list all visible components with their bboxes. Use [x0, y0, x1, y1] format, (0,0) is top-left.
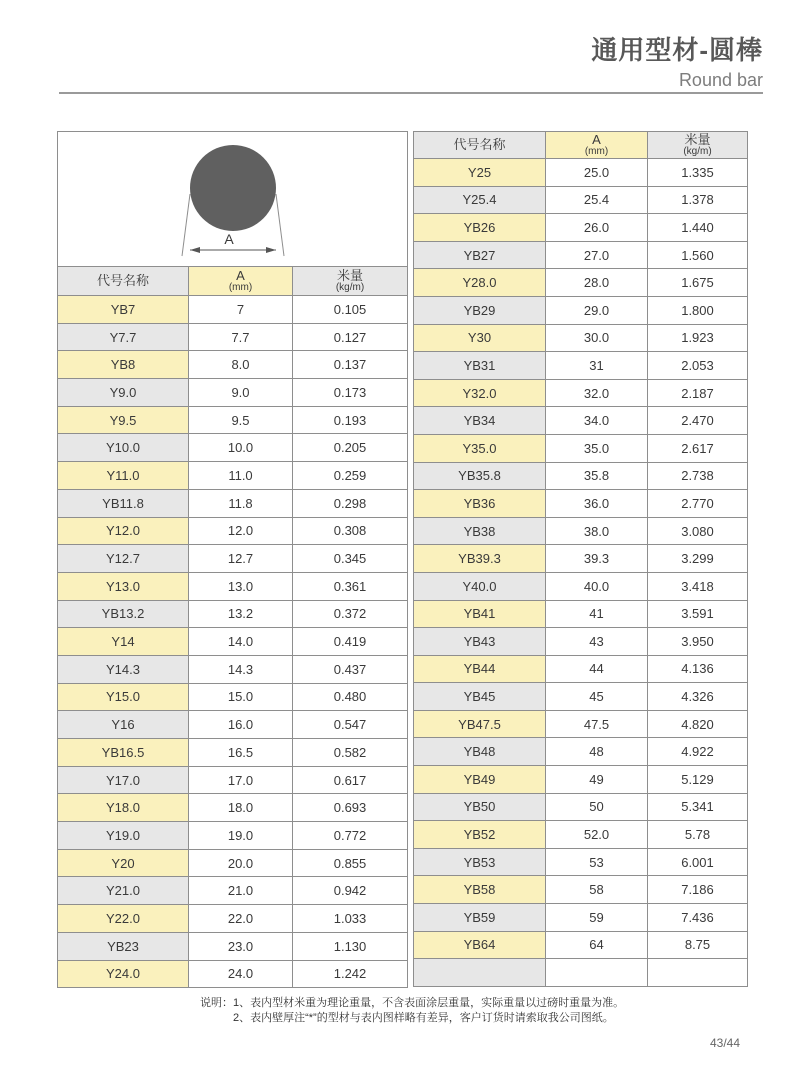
cell-code-name: YB44: [414, 655, 546, 683]
footnote-line-2: 2、表内壁厚注“*”的型材与表内图样略有差异，客户订货时请索取我公司图纸。: [233, 1012, 614, 1024]
cell-weight-kgm: 4.136: [648, 655, 748, 683]
cell-a-mm: 13.2: [189, 600, 293, 628]
cell-code-name: Y24.0: [58, 960, 189, 988]
spec-table-right-body: [414, 159, 748, 987]
cell-code-name: YB27: [414, 241, 546, 269]
table-row: [58, 766, 408, 794]
table-row: [58, 545, 408, 573]
cell-weight-kgm: 0.308: [293, 517, 408, 545]
cell-weight-kgm: 3.950: [648, 628, 748, 656]
cell-weight-kgm: 0.193: [293, 406, 408, 434]
table-row: [58, 711, 408, 739]
table-row: [58, 628, 408, 656]
cell-a-mm: 30.0: [546, 324, 648, 352]
cell-a-mm: 59: [546, 904, 648, 932]
table-row: [414, 821, 748, 849]
cell-code-name: YB59: [414, 904, 546, 932]
spec-table-right: [413, 131, 748, 987]
table-row: [58, 296, 408, 324]
dimension-label: A: [223, 231, 234, 247]
cell-code-name: YB23: [58, 932, 189, 960]
cell-weight-kgm: 0.127: [293, 323, 408, 351]
cell-a-mm: 52.0: [546, 821, 648, 849]
col-header-name: 代号名称: [58, 267, 189, 296]
footnotes-lines: [233, 996, 624, 1026]
table-row: [414, 159, 748, 187]
table-row: [58, 822, 408, 850]
cell-code-name: YB35.8: [414, 462, 546, 490]
table-row: [58, 517, 408, 545]
col-header-name: 代号名称: [414, 132, 546, 159]
cell-a-mm: [546, 959, 648, 987]
col-header-weight: 米量 (kg/m): [293, 267, 408, 296]
spec-table-left: [57, 131, 408, 988]
cell-code-name: YB64: [414, 931, 546, 959]
cell-weight-kgm: 3.080: [648, 517, 748, 545]
cell-a-mm: 35.0: [546, 434, 648, 462]
cell-weight-kgm: 2.770: [648, 490, 748, 518]
page-number: 43/44: [709, 1036, 741, 1050]
cell-code-name: Y12.0: [58, 517, 189, 545]
cell-a-mm: 14.0: [189, 628, 293, 656]
header-divider: [59, 92, 763, 94]
cell-weight-kgm: 2.187: [648, 379, 748, 407]
cell-a-mm: 47.5: [546, 710, 648, 738]
cell-a-mm: 12.7: [189, 545, 293, 573]
cell-weight-kgm: 1.033: [293, 905, 408, 933]
cell-a-mm: 21.0: [189, 877, 293, 905]
table-row: [414, 296, 748, 324]
cell-code-name: Y7.7: [58, 323, 189, 351]
cell-code-name: Y20: [58, 849, 189, 877]
cell-weight-kgm: 1.378: [648, 186, 748, 214]
cell-a-mm: 11.8: [189, 489, 293, 517]
cell-weight-kgm: 4.922: [648, 738, 748, 766]
cell-code-name: Y10.0: [58, 434, 189, 462]
cell-weight-kgm: 7.436: [648, 904, 748, 932]
cell-a-mm: 50: [546, 793, 648, 821]
table-row: [414, 710, 748, 738]
cell-weight-kgm: 0.105: [293, 296, 408, 324]
cell-code-name: Y12.7: [58, 545, 189, 573]
cell-weight-kgm: 0.582: [293, 739, 408, 767]
cell-a-mm: 12.0: [189, 517, 293, 545]
cell-code-name: Y40.0: [414, 572, 546, 600]
footnotes-label: 说明：: [200, 997, 233, 1009]
cell-code-name: YB45: [414, 683, 546, 711]
cell-code-name: Y21.0: [58, 877, 189, 905]
cell-code-name: YB53: [414, 848, 546, 876]
cell-weight-kgm: 5.341: [648, 793, 748, 821]
cell-weight-kgm: 0.259: [293, 462, 408, 490]
cell-code-name: Y32.0: [414, 379, 546, 407]
cell-code-name: YB50: [414, 793, 546, 821]
table-row: [414, 572, 748, 600]
cell-a-mm: 7.7: [189, 323, 293, 351]
cell-weight-kgm: 7.186: [648, 876, 748, 904]
cell-a-mm: 64: [546, 931, 648, 959]
page-header: [59, 30, 763, 91]
page-subtitle: Round bar: [678, 70, 763, 90]
cell-weight-kgm: 3.418: [648, 572, 748, 600]
table-row: [58, 905, 408, 933]
cell-a-mm: 15.0: [189, 683, 293, 711]
footnotes: [200, 996, 624, 1026]
cell-weight-kgm: 2.053: [648, 352, 748, 380]
cell-code-name: Y28.0: [414, 269, 546, 297]
cell-weight-kgm: 1.800: [648, 296, 748, 324]
cell-weight-kgm: 2.738: [648, 462, 748, 490]
cell-weight-kgm: 3.591: [648, 600, 748, 628]
cell-code-name: Y15.0: [58, 683, 189, 711]
cell-a-mm: 24.0: [189, 960, 293, 988]
table-row: [58, 323, 408, 351]
table-row: [414, 959, 748, 987]
cell-a-mm: 39.3: [546, 545, 648, 573]
cell-a-mm: 35.8: [546, 462, 648, 490]
table-row: [414, 738, 748, 766]
table-row: [414, 600, 748, 628]
cell-a-mm: 20.0: [189, 849, 293, 877]
cell-code-name: YB36: [414, 490, 546, 518]
table-row: [414, 683, 748, 711]
table-row: [58, 877, 408, 905]
cell-code-name: Y35.0: [414, 434, 546, 462]
cell-weight-kgm: 1.242: [293, 960, 408, 988]
table-row: [414, 186, 748, 214]
cell-weight-kgm: 0.361: [293, 572, 408, 600]
cell-weight-kgm: 6.001: [648, 848, 748, 876]
cell-code-name: Y30: [414, 324, 546, 352]
cell-a-mm: 34.0: [546, 407, 648, 435]
cell-code-name: Y22.0: [58, 905, 189, 933]
cell-a-mm: 31: [546, 352, 648, 380]
cell-weight-kgm: 0.419: [293, 628, 408, 656]
table-row: [414, 269, 748, 297]
cell-code-name: Y19.0: [58, 822, 189, 850]
table-row: [58, 739, 408, 767]
table-row: [414, 655, 748, 683]
cell-a-mm: 11.0: [189, 462, 293, 490]
table-row: [58, 379, 408, 407]
table-row: [414, 490, 748, 518]
cell-a-mm: 22.0: [189, 905, 293, 933]
table-row: [414, 324, 748, 352]
table-row: [58, 406, 408, 434]
table-row: [414, 545, 748, 573]
cell-weight-kgm: 0.942: [293, 877, 408, 905]
cell-weight-kgm: 2.617: [648, 434, 748, 462]
cell-code-name: YB38: [414, 517, 546, 545]
cell-code-name: YB8: [58, 351, 189, 379]
cell-weight-kgm: 1.440: [648, 214, 748, 242]
cell-a-mm: 45: [546, 683, 648, 711]
cell-weight-kgm: 4.820: [648, 710, 748, 738]
cell-code-name: YB47.5: [414, 710, 546, 738]
cell-weight-kgm: [648, 959, 748, 987]
cell-weight-kgm: 0.298: [293, 489, 408, 517]
round-bar-profile-icon: [59, 132, 407, 263]
cell-a-mm: 36.0: [546, 490, 648, 518]
col-header-a: A (mm): [546, 132, 648, 159]
cell-a-mm: 29.0: [546, 296, 648, 324]
cell-a-mm: 32.0: [546, 379, 648, 407]
cell-code-name: YB26: [414, 214, 546, 242]
cell-a-mm: 23.0: [189, 932, 293, 960]
spec-table-left-body: [58, 296, 408, 988]
table-row: [58, 600, 408, 628]
table-row: [58, 683, 408, 711]
cell-weight-kgm: 1.130: [293, 932, 408, 960]
cell-a-mm: 25.4: [546, 186, 648, 214]
cell-weight-kgm: 0.772: [293, 822, 408, 850]
cell-code-name: Y9.0: [58, 379, 189, 407]
cell-a-mm: 28.0: [546, 269, 648, 297]
cell-weight-kgm: 5.129: [648, 766, 748, 794]
cell-code-name: Y25.4: [414, 186, 546, 214]
cell-weight-kgm: 0.480: [293, 683, 408, 711]
cell-code-name: YB29: [414, 296, 546, 324]
cell-weight-kgm: 3.299: [648, 545, 748, 573]
cell-weight-kgm: 1.923: [648, 324, 748, 352]
cell-weight-kgm: 2.470: [648, 407, 748, 435]
cell-a-mm: 17.0: [189, 766, 293, 794]
cell-code-name: Y9.5: [58, 406, 189, 434]
table-row: [58, 655, 408, 683]
cell-a-mm: 44: [546, 655, 648, 683]
cell-weight-kgm: 0.205: [293, 434, 408, 462]
cell-code-name: [414, 959, 546, 987]
cell-code-name: YB31: [414, 352, 546, 380]
table-row: [58, 849, 408, 877]
cell-a-mm: 58: [546, 876, 648, 904]
cell-a-mm: 9.0: [189, 379, 293, 407]
cell-a-mm: 19.0: [189, 822, 293, 850]
cell-a-mm: 41: [546, 600, 648, 628]
table-row: [414, 848, 748, 876]
cell-weight-kgm: 0.173: [293, 379, 408, 407]
table-row: [414, 628, 748, 656]
cell-a-mm: 16.0: [189, 711, 293, 739]
table-header-row: [414, 132, 748, 159]
page-title: 通用型材-圆棒: [591, 35, 763, 65]
cell-a-mm: 9.5: [189, 406, 293, 434]
cell-code-name: Y14.3: [58, 655, 189, 683]
table-row: [58, 462, 408, 490]
cell-code-name: Y13.0: [58, 572, 189, 600]
cell-a-mm: 18.0: [189, 794, 293, 822]
cell-weight-kgm: 0.372: [293, 600, 408, 628]
table-row: [414, 517, 748, 545]
cell-a-mm: 38.0: [546, 517, 648, 545]
cell-weight-kgm: 5.78: [648, 821, 748, 849]
cell-code-name: YB58: [414, 876, 546, 904]
table-row: [58, 960, 408, 988]
table-row: [414, 931, 748, 959]
round-bar-diagram: [58, 132, 408, 267]
cell-a-mm: 48: [546, 738, 648, 766]
cell-weight-kgm: 4.326: [648, 683, 748, 711]
table-row: [414, 462, 748, 490]
cell-a-mm: 13.0: [189, 572, 293, 600]
cell-weight-kgm: 0.547: [293, 711, 408, 739]
cell-code-name: Y14: [58, 628, 189, 656]
table-row: [414, 876, 748, 904]
col-header-a: A (mm): [189, 267, 293, 296]
cell-a-mm: 14.3: [189, 655, 293, 683]
cell-weight-kgm: 1.675: [648, 269, 748, 297]
cell-code-name: YB41: [414, 600, 546, 628]
cell-a-mm: 26.0: [546, 214, 648, 242]
table-row: [58, 434, 408, 462]
table-row: [414, 407, 748, 435]
cell-a-mm: 7: [189, 296, 293, 324]
cell-a-mm: 27.0: [546, 241, 648, 269]
cell-a-mm: 40.0: [546, 572, 648, 600]
table-row: [58, 351, 408, 379]
table-row: [414, 904, 748, 932]
cell-weight-kgm: 0.617: [293, 766, 408, 794]
cell-a-mm: 49: [546, 766, 648, 794]
table-row: [414, 379, 748, 407]
cell-code-name: YB48: [414, 738, 546, 766]
cell-a-mm: 16.5: [189, 739, 293, 767]
table-row: [58, 572, 408, 600]
cell-code-name: YB43: [414, 628, 546, 656]
cell-a-mm: 53: [546, 848, 648, 876]
cell-weight-kgm: 0.137: [293, 351, 408, 379]
cell-code-name: Y17.0: [58, 766, 189, 794]
cell-code-name: Y18.0: [58, 794, 189, 822]
cell-code-name: YB34: [414, 407, 546, 435]
cell-code-name: YB7: [58, 296, 189, 324]
table-row: [414, 214, 748, 242]
cell-code-name: YB52: [414, 821, 546, 849]
cell-a-mm: 43: [546, 628, 648, 656]
table-row: [414, 352, 748, 380]
cell-weight-kgm: 0.437: [293, 655, 408, 683]
cell-weight-kgm: 1.560: [648, 241, 748, 269]
cell-weight-kgm: 0.345: [293, 545, 408, 573]
table-header-row: [58, 267, 408, 296]
table-row: [414, 766, 748, 794]
table-row: [414, 434, 748, 462]
cell-code-name: YB49: [414, 766, 546, 794]
cell-code-name: YB16.5: [58, 739, 189, 767]
cell-weight-kgm: 0.855: [293, 849, 408, 877]
cell-a-mm: 10.0: [189, 434, 293, 462]
table-row: [414, 793, 748, 821]
table-row: [58, 489, 408, 517]
footnote-line-1: 1、表内型材米重为理论重量，不含表面涂层重量，实际重量以过磅时重量为准。: [233, 997, 625, 1009]
table-row: [414, 241, 748, 269]
cell-code-name: YB13.2: [58, 600, 189, 628]
cell-weight-kgm: 8.75: [648, 931, 748, 959]
cell-code-name: Y11.0: [58, 462, 189, 490]
cell-weight-kgm: 0.693: [293, 794, 408, 822]
cell-code-name: YB39.3: [414, 545, 546, 573]
cell-weight-kgm: 1.335: [648, 159, 748, 187]
table-row: [58, 932, 408, 960]
cell-a-mm: 25.0: [546, 159, 648, 187]
cell-code-name: YB11.8: [58, 489, 189, 517]
cell-code-name: Y16: [58, 711, 189, 739]
cell-code-name: Y25: [414, 159, 546, 187]
col-header-weight: 米量 (kg/m): [648, 132, 748, 159]
cell-a-mm: 8.0: [189, 351, 293, 379]
table-row: [58, 794, 408, 822]
